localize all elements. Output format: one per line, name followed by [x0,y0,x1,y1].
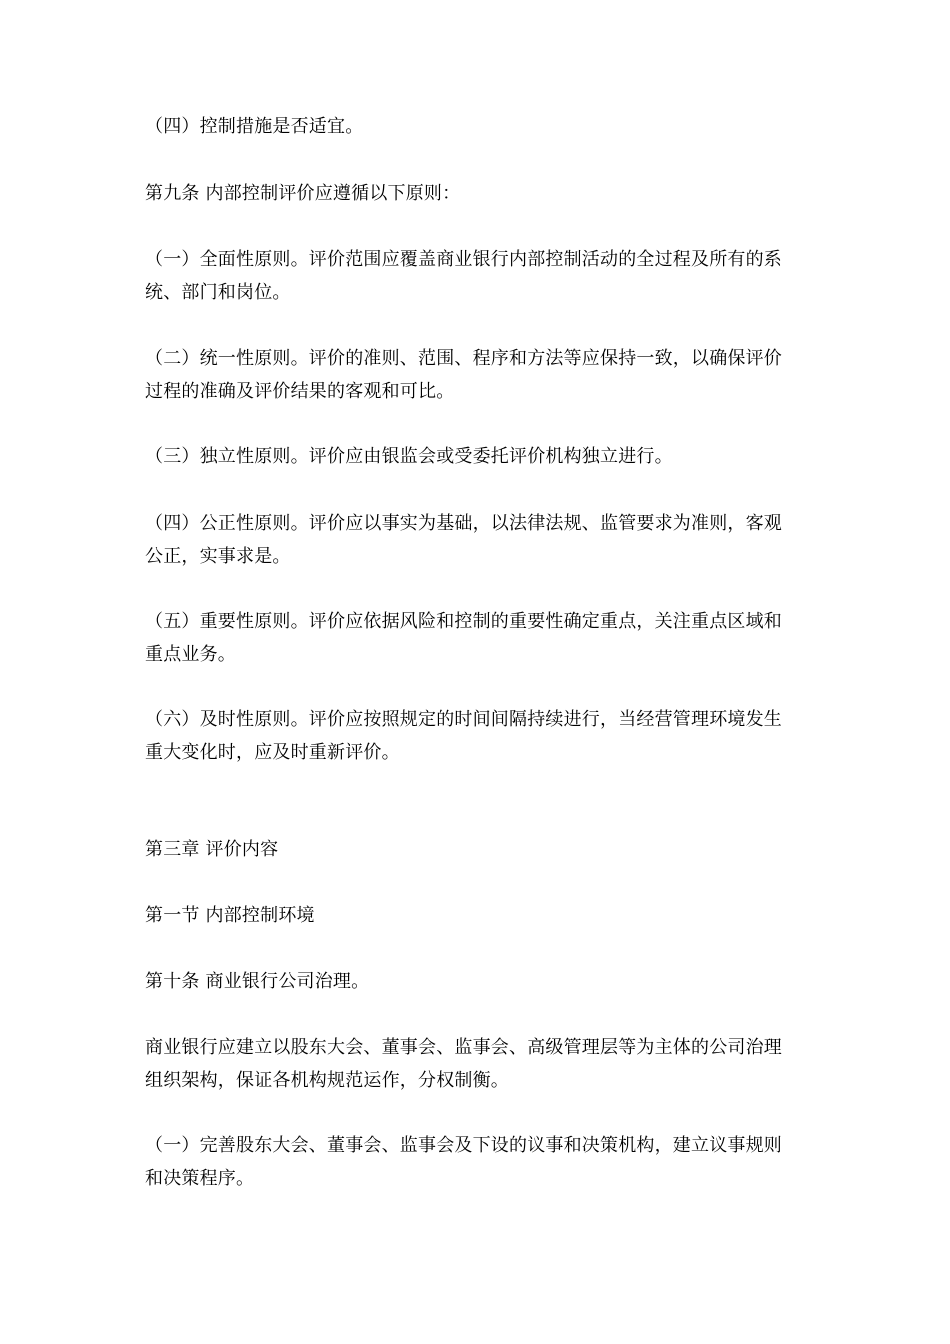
article-9-heading: 第九条 内部控制评价应遵循以下原则： [145,183,461,204]
principle-uniformity: （二）统一性原则。评价的准则、范围、程序和方法等应保持一致，以确保评价过程的准确及评价结果的客观和可比。 [145,348,782,402]
principle-fairness: （四）公正性原则。评价应以事实为基础，以法律法规、监管要求为准则，客观公正，实事求是。 [145,513,782,567]
section-1-heading: 第一节 内部控制环境 [145,905,315,926]
paragraph-control-measures: （四）控制措施是否适宜。 [145,116,364,137]
principle-importance: （五）重要性原则。评价应依据风险和控制的重要性确定重点，关注重点区域和重点业务。 [145,611,782,665]
paragraph-corporate-governance: 商业银行应建立以股东大会、董事会、监事会、高级管理层等为主体的公司治理组织架构，保证各机构规范运作，分权制衡。 [145,1037,782,1091]
paragraph-governance-item-1: （一）完善股东大会、董事会、监事会及下设的议事和决策机构，建立议事规则和决策程序。 [145,1135,782,1189]
principle-timeliness: （六）及时性原则。评价应按照规定的时间间隔持续进行，当经营管理环境发生重大变化时，应及时重新评价。 [145,709,782,763]
chapter-3-heading: 第三章 评价内容 [145,839,279,860]
principle-independence: （三）独立性原则。评价应由银监会或受委托评价机构独立进行。 [145,446,673,467]
principle-comprehensiveness: （一）全面性原则。评价范围应覆盖商业银行内部控制活动的全过程及所有的系统、部门和岗位。 [145,249,782,303]
article-10-heading: 第十条 商业银行公司治理。 [145,971,370,992]
